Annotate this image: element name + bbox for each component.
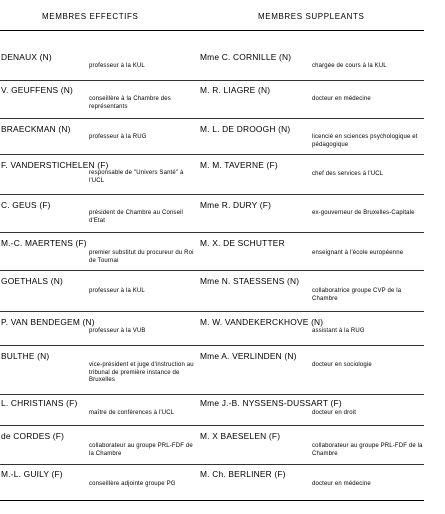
effectif-role: professeur à la VUB — [89, 328, 146, 334]
suppleant-name: M. M. TAVERNE (F) — [200, 160, 278, 170]
effectif-role: premier substitut du procureur du Roi de Tournai — [89, 250, 194, 264]
effectif-name: F. VANDERSTICHELEN (F) — [1, 160, 109, 170]
suppleant-role: chargée de cours à la KUL — [312, 63, 387, 69]
effectif-name: V. GEUFFENS (N) — [1, 85, 74, 95]
suppleant-role: chef des services à l'UCL — [312, 171, 384, 177]
suppleant-name: Mme C. CORNILLE (N) — [200, 52, 292, 62]
effectif-name: DENAUX (N) — [1, 52, 52, 62]
effectif-role: collaborateur au groupe PRL-FDF de la Chambre — [89, 443, 193, 457]
header-membres-effectifs: MEMBRES EFFECTIFS — [42, 12, 139, 21]
table-bottom-rule — [0, 500, 424, 501]
suppleant-role: docteur en médecine — [312, 96, 371, 102]
effectif-role: conseillère adjointe groupe PG — [89, 481, 176, 487]
suppleant-name: Mme N. STAESSENS (N) — [200, 276, 300, 286]
effectif-role: conseillère à la Chambre des représentants — [89, 96, 171, 110]
row-divider — [0, 311, 424, 312]
header-membres-suppleants: MEMBRES SUPPLEANTS — [258, 12, 365, 21]
suppleant-role: ex-gouverneur de Bruxelles-Capitale — [312, 210, 415, 216]
row-divider — [0, 154, 424, 155]
effectif-name: BRAECKMAN (N) — [1, 124, 71, 134]
row-divider — [0, 118, 424, 119]
suppleant-role: enseignant à l'école européenne — [312, 250, 404, 256]
row-divider — [0, 425, 424, 426]
effectif-name: L. CHRISTIANS (F) — [1, 398, 78, 408]
suppleant-name: M. X BAESELEN (F) — [200, 431, 281, 441]
effectif-role: vice-président et juge d'instruction au tribunal de première instance de Bruxelles — [89, 362, 194, 384]
suppleant-role: collaboratrice groupe CVP de la Chambre — [312, 288, 402, 302]
suppleant-name: Mme R. DURY (F) — [200, 200, 272, 210]
effectif-role: professeur à la KUL — [89, 288, 145, 294]
effectif-name: GOETHALS (N) — [1, 276, 63, 286]
suppleant-name: M. X. DE SCHUTTER — [200, 238, 285, 248]
suppleant-name: M. R. LIAGRE (N) — [200, 85, 271, 95]
effectif-role: professeur à la KUL — [89, 63, 145, 69]
effectif-name: BULTHE (N) — [1, 351, 50, 361]
effectif-name: de CORDES (F) — [1, 431, 65, 441]
suppleant-name: Mme J.-B. NYSSENS-DUSSART (F) — [200, 398, 342, 408]
effectif-role: maître de conférences à l'UCL — [89, 410, 175, 416]
effectif-name: M.-L. GUILY (F) — [1, 469, 63, 479]
effectif-role: président de Chambre au Conseil d'Etat — [89, 210, 184, 224]
suppleant-role: assistant à la RUG — [312, 328, 365, 334]
effectif-role: responsable de "Univers Santé" à l'UCL — [89, 170, 184, 184]
effectif-name: M.-C. MAERTENS (F) — [1, 238, 87, 248]
suppleant-name: M. Ch. BERLINER (F) — [200, 469, 286, 479]
effectif-role: professeur à la RUG — [89, 134, 147, 140]
suppleant-role: collaborateur au groupe PRL-FDF de la Chambre — [312, 443, 423, 457]
row-divider — [0, 194, 424, 195]
suppleant-role: docteur en sociologie — [312, 362, 372, 368]
effectif-name: C. GEUS (F) — [1, 200, 51, 210]
effectif-name: P. VAN BENDEGEM (N) — [1, 317, 95, 327]
row-divider — [0, 270, 424, 271]
row-divider — [0, 232, 424, 233]
suppleant-name: Mme A. VERLINDEN (N) — [200, 351, 297, 361]
row-divider — [0, 394, 424, 395]
suppleant-role: docteur en droit — [312, 410, 357, 416]
row-divider — [0, 345, 424, 346]
suppleant-name: M. W. VANDEKERCKHOVE (N) — [200, 317, 324, 327]
header-divider-top — [0, 30, 424, 31]
suppleant-role: licencié en sciences psychologique et pédagogique — [312, 134, 418, 148]
suppleant-role: docteur en médecine — [312, 481, 371, 487]
row-divider — [0, 80, 424, 81]
row-divider — [0, 464, 424, 465]
suppleant-name: M. L. DE DROOGH (N) — [200, 124, 291, 134]
